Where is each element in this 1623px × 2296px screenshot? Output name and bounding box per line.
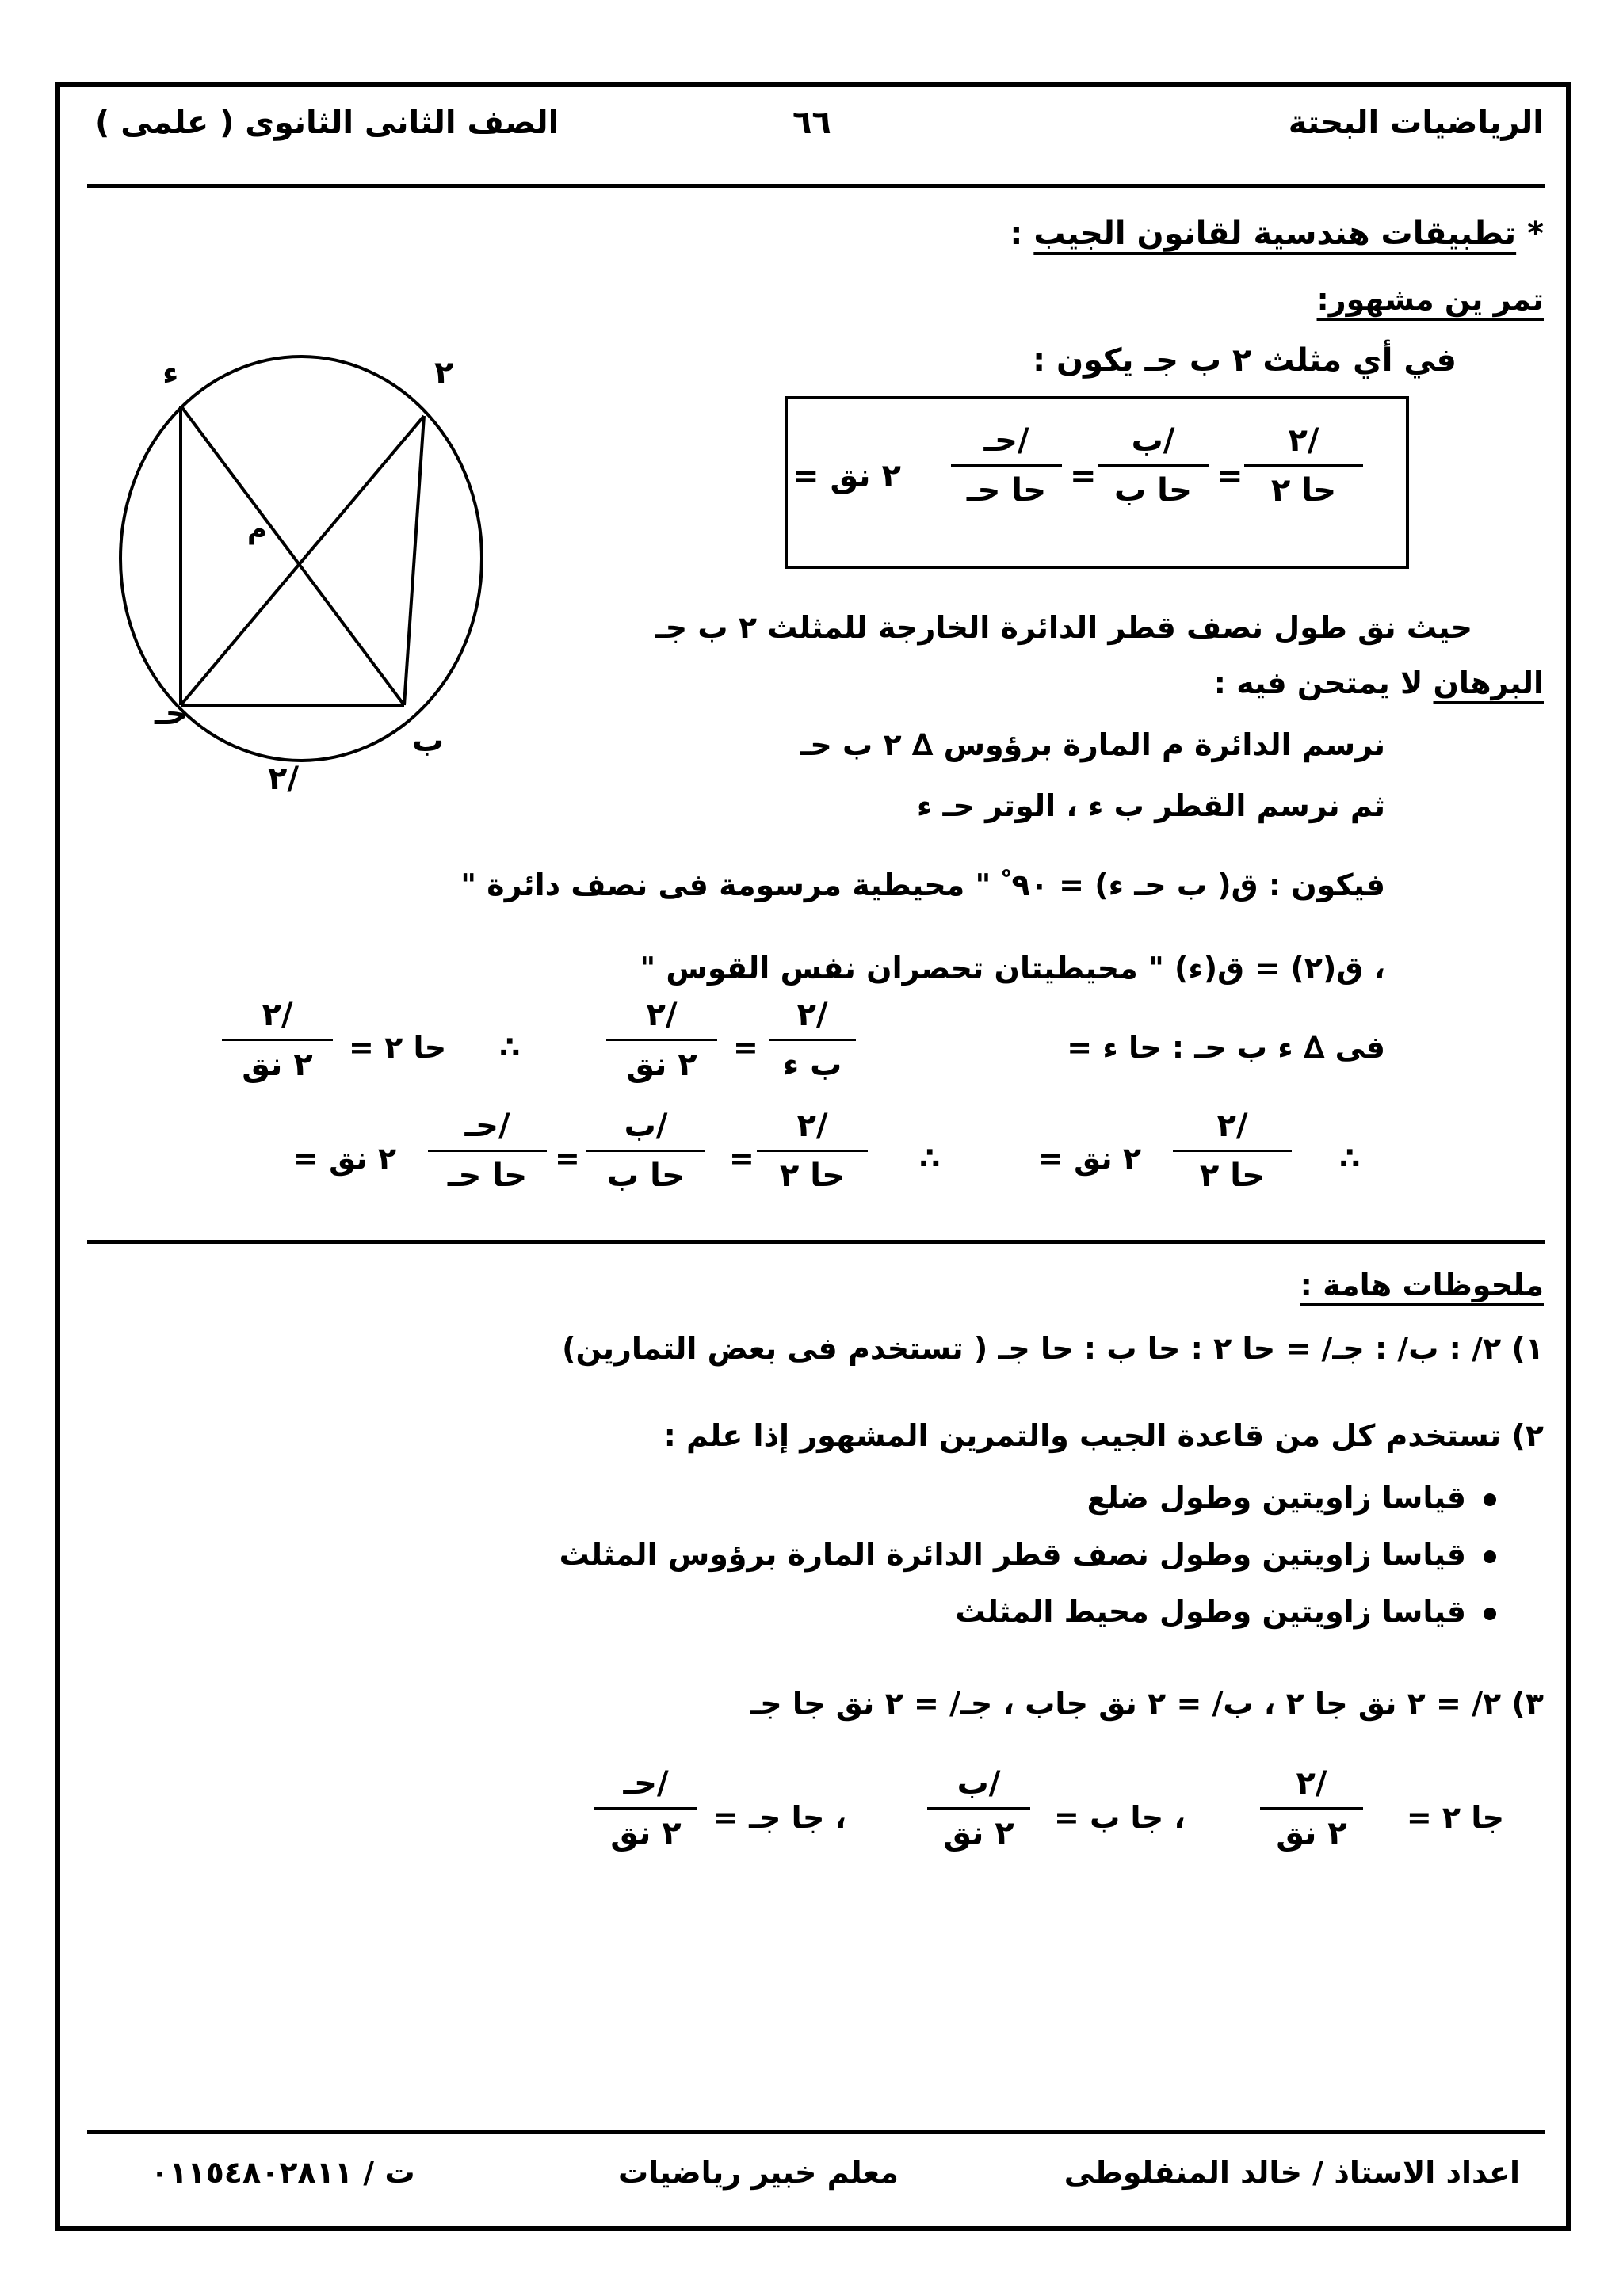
note-1: ١) ٢/ : ب/ : جـ/ = حا ٢ : حا ب : حا جـ ( تستخدم فى بعض التمارين) <box>562 1331 1544 1366</box>
section-title <box>1010 215 1544 252</box>
label-c: حـ <box>155 696 189 732</box>
frac-bar <box>594 1807 697 1810</box>
frac-num: ب/ <box>1131 422 1175 459</box>
bullet-dot <box>1484 1493 1496 1506</box>
frac-den: حا حـ <box>447 1158 528 1194</box>
line6-eq-3: = <box>555 1141 580 1176</box>
proof-heading-underlined: البرهان <box>1433 666 1544 700</box>
frac-num: ٢/ <box>796 997 828 1033</box>
sin-a-frac <box>1260 1763 1363 1854</box>
proof-line-5-right: حا ٢ = <box>349 1030 447 1065</box>
note-2: ٢) تستخدم كل من قاعدة الجيب والتمرين المشهور إذا علم : <box>663 1418 1544 1453</box>
bullet-text: قياسا زاويتين وطول محيط المثلث <box>955 1594 1466 1629</box>
sin-c-frac <box>594 1763 697 1854</box>
bullet-text: قياسا زاويتين وطول ضلع <box>1086 1480 1466 1515</box>
exercise-label: تمر ين مشهور: <box>1316 282 1544 317</box>
frac-den: حا ٢ <box>1199 1158 1266 1194</box>
where-text: حيث نق طول نصف قطر الدائرة الخارجة للمثلث ٢ ب جـ <box>655 610 1472 645</box>
title-star: * <box>1527 215 1544 252</box>
formula-eq: = <box>1216 458 1243 494</box>
frac-den: ٢ نق <box>242 1047 313 1083</box>
frac-bar <box>757 1150 868 1152</box>
bullet-item <box>559 1537 1496 1572</box>
footer-role: معلم خبير رياضيات <box>618 2155 899 2190</box>
phone-label: ت / <box>363 2155 415 2190</box>
page-number: ٦٦ <box>792 105 831 141</box>
phone-number: ٠١١٥٤٨٠٢٨١١ <box>151 2155 353 2190</box>
sin-c-label: ، جا جـ = <box>713 1800 846 1835</box>
frac-den: ٢ نق <box>610 1815 682 1852</box>
proof-heading-rest: لا يمتحن فيه : <box>1213 666 1423 700</box>
frac-bar <box>1244 464 1363 467</box>
notes-heading: ملحوظات هامة : <box>1300 1268 1544 1302</box>
statement: في أي مثلث ٢ ب جـ يكون : <box>1033 342 1457 379</box>
label-d: ء <box>162 355 179 391</box>
frac-num: ب/ <box>624 1108 668 1144</box>
line6-frac-2 <box>757 1105 868 1196</box>
bullet-text: قياسا زاويتين وطول نصف قطر الدائرة المارة برؤوس المثلث <box>559 1537 1466 1572</box>
proof-line-4: ، ق(٢) = ق(ء) " محيطيتان تحصران نفس القوس " <box>640 951 1385 986</box>
line6-eq-2: = <box>729 1141 754 1176</box>
frac-den: ٢ نق <box>626 1047 697 1083</box>
frac-num: ٢/ <box>1296 1765 1327 1802</box>
proof-eq: = <box>733 1030 758 1065</box>
frac-num: ٢/ <box>1216 1108 1248 1144</box>
formula-rhs: = ٢ نق <box>792 458 901 494</box>
proof-heading <box>1214 666 1544 700</box>
frac-num: حـ/ <box>623 1765 669 1802</box>
label-a: ٢ <box>434 355 454 391</box>
frac-den: حا ٢ <box>779 1158 846 1194</box>
proof-frac-a <box>769 994 856 1085</box>
note-3: ٣) ٢/ = ٢ نق جا ٢ ، ب/ = ٢ نق جاب ، جـ/ = ٢ نق جا جـ <box>750 1686 1544 1721</box>
footer-divider <box>87 2130 1545 2134</box>
frac-num: ٢/ <box>796 1108 828 1144</box>
proof-line-2: ثم نرسم القطر ب ء ، الوتر حـ ء <box>916 788 1385 823</box>
line6-end: = ٢ نق <box>293 1141 397 1176</box>
frac-num: ٢/ <box>1288 422 1319 459</box>
frac-num: حـ/ <box>983 422 1029 459</box>
book-title: الرياضيات البحتة <box>1288 105 1544 141</box>
header-divider <box>87 184 1545 188</box>
label-a-side: ٢/ <box>268 761 300 797</box>
label-center: م <box>247 513 267 545</box>
proof-line-1: نرسم الدائرة م المارة برؤوس ∆ ٢ ب حـ <box>800 727 1385 762</box>
label-b: ب <box>412 723 445 759</box>
therefore-symbol-3: ∴ <box>919 1141 941 1176</box>
formula-eq: = <box>1070 458 1097 494</box>
frac-den: ب ء <box>782 1047 842 1083</box>
sin-b-frac <box>927 1763 1030 1854</box>
frac-bar <box>1173 1150 1292 1152</box>
bullet-item <box>955 1594 1496 1629</box>
bullet-item <box>1087 1480 1496 1515</box>
frac-bar <box>586 1150 705 1152</box>
line6-frac-3 <box>586 1105 705 1196</box>
line6-frac-1 <box>1173 1105 1292 1196</box>
frac-bar <box>1260 1807 1363 1810</box>
bullet-dot <box>1484 1608 1496 1620</box>
frac-num: حـ/ <box>464 1108 510 1144</box>
line-a-c <box>181 416 424 705</box>
frac-den: حا ب <box>1114 472 1192 509</box>
section-divider <box>87 1240 1545 1244</box>
proof-frac-c <box>222 994 333 1085</box>
frac-num: ب/ <box>957 1765 1001 1802</box>
title-text: تطبيقات هندسية لقانون الجيب <box>1033 215 1517 252</box>
title-colon: : <box>1010 215 1023 252</box>
sin-b-label: ، جا ب = <box>1054 1800 1186 1835</box>
frac-bar <box>428 1150 547 1152</box>
frac-bar <box>951 464 1062 467</box>
formula-frac-b <box>1098 420 1209 511</box>
footer-author: اعداد الاستاذ / خالد المنفلوطى <box>1064 2155 1520 2190</box>
proof-line-3: فيكون : ق( ب حـ ء) = ٩٠ ْ " محيطية مرسومة فى نصف دائرة " <box>460 868 1385 902</box>
frac-den: حا ب <box>607 1158 685 1194</box>
frac-bar <box>769 1039 856 1041</box>
footer-phone <box>151 2155 415 2190</box>
formula-frac-c <box>951 420 1062 511</box>
formula-frac-a <box>1244 420 1363 511</box>
therefore-symbol: ∴ <box>499 1030 521 1065</box>
line6-frac-4 <box>428 1105 547 1196</box>
frac-den: ٢ نق <box>1276 1815 1347 1852</box>
frac-den: حا ٢ <box>1270 472 1337 509</box>
proof-line-5-text: فى ∆ ء ب حـ : حا ء = <box>1067 1030 1385 1065</box>
frac-bar <box>927 1807 1030 1810</box>
side-a-b <box>404 416 424 705</box>
frac-bar <box>222 1039 333 1041</box>
bullet-dot <box>1484 1550 1496 1563</box>
sin-a-label: جا ٢ = <box>1406 1800 1504 1835</box>
frac-num: ٢/ <box>262 997 293 1033</box>
grade-label: الصف الثانى الثانوى ( علمى ) <box>95 105 559 141</box>
therefore-symbol-2: ∴ <box>1339 1141 1361 1176</box>
frac-den: ٢ نق <box>943 1815 1014 1852</box>
diameter-b-d <box>181 406 404 705</box>
proof-frac-b <box>606 994 717 1085</box>
frac-bar <box>606 1039 717 1041</box>
frac-den: حا حـ <box>966 472 1047 509</box>
frac-bar <box>1098 464 1209 467</box>
line6-eq: = ٢ نق <box>1038 1141 1142 1176</box>
circle-diagram <box>103 349 515 808</box>
frac-num: ٢/ <box>646 997 678 1033</box>
